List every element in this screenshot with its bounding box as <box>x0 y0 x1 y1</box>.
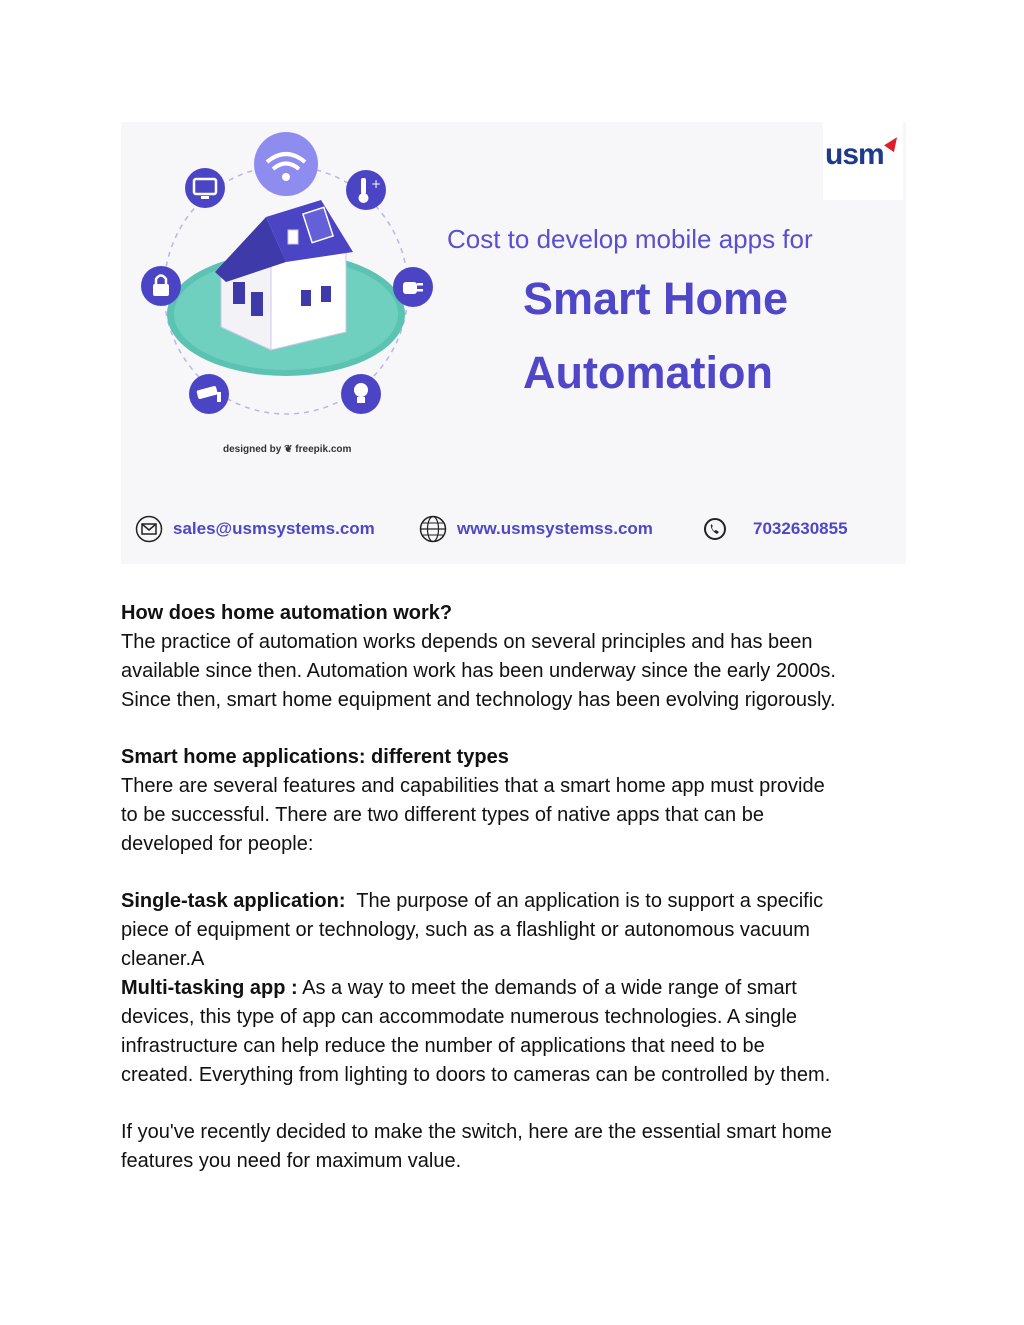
paragraph-line: created. Everything from lighting to doors to cameras can be controlled by them. <box>121 1064 831 1086</box>
contact-website <box>419 514 653 544</box>
paragraph-line: cleaner.A <box>121 948 205 970</box>
single-task-label: Single-task application: <box>121 890 346 912</box>
heading-how-it-works: How does home automation work? <box>121 602 453 624</box>
phone-text: 7032630855 <box>753 519 848 538</box>
section-how-it-works <box>121 599 911 715</box>
monitor-icon <box>185 168 225 208</box>
logo-text: usm <box>825 138 884 171</box>
multi-tasking-label: Multi-tasking app : <box>121 977 298 999</box>
paragraph-line: to be successful. There are two different types of native apps that can be <box>121 804 764 826</box>
section-app-types <box>121 743 911 859</box>
banner-subtitle: Cost to develop mobile apps for <box>447 224 813 254</box>
logo-tick-icon <box>884 134 902 152</box>
banner-title-line1: Smart Home <box>523 273 789 324</box>
section-closing <box>121 1118 911 1176</box>
paragraph-line: Since then, smart home equipment and technology has been evolving rigorously. <box>121 689 836 711</box>
paragraph-line: piece of equipment or technology, such as a flashlight or autonomous vacuum <box>121 919 810 941</box>
globe-icon <box>419 515 447 543</box>
image-credit: designed by ❦ freepik.com <box>223 444 352 455</box>
paragraph-line: developed for people: <box>121 833 314 855</box>
website-text: www.usmsystemss.com <box>457 519 653 538</box>
usm-logo <box>823 122 903 200</box>
bulb-icon <box>341 374 381 414</box>
paragraph-line: If you've recently decided to make the switch, here are the essential smart home <box>121 1121 832 1143</box>
house-icon <box>215 200 353 350</box>
svg-text:+: + <box>371 177 382 191</box>
email-text: sales@usmsystems.com <box>173 519 375 538</box>
paragraph-line: infrastructure can help reduce the number of applications that need to be <box>121 1035 765 1057</box>
cctv-icon <box>189 374 229 414</box>
paragraph-line: features you need for maximum value. <box>121 1150 462 1172</box>
lock-icon <box>141 266 181 306</box>
section-app-definitions <box>121 887 911 1090</box>
paragraph-line: available since then. Automation work has been underway since the early 2000s. <box>121 660 836 682</box>
banner-title-line2: Automation <box>523 347 773 398</box>
heading-app-types: Smart home applications: different types <box>121 746 509 768</box>
paragraph-line: As a way to meet the demands of a wide range of smart <box>297 977 797 999</box>
paragraph-line: The purpose of an application is to support a specific <box>345 890 824 912</box>
plug-icon <box>393 267 433 307</box>
contact-email <box>135 514 375 544</box>
paragraph-line: The practice of automation works depends on several principles and has been <box>121 631 813 653</box>
paragraph-line: There are several features and capabilities that a smart home app must provide <box>121 775 825 797</box>
contact-phone <box>701 514 848 544</box>
paragraph-line: devices, this type of app can accommodate numerous technologies. A single <box>121 1006 797 1028</box>
smart-home-illustration <box>121 122 906 564</box>
phone-icon <box>701 515 729 543</box>
thermometer-icon <box>346 170 386 210</box>
wifi-icon <box>254 132 318 196</box>
mail-icon <box>135 515 163 543</box>
banner-image <box>121 122 906 564</box>
